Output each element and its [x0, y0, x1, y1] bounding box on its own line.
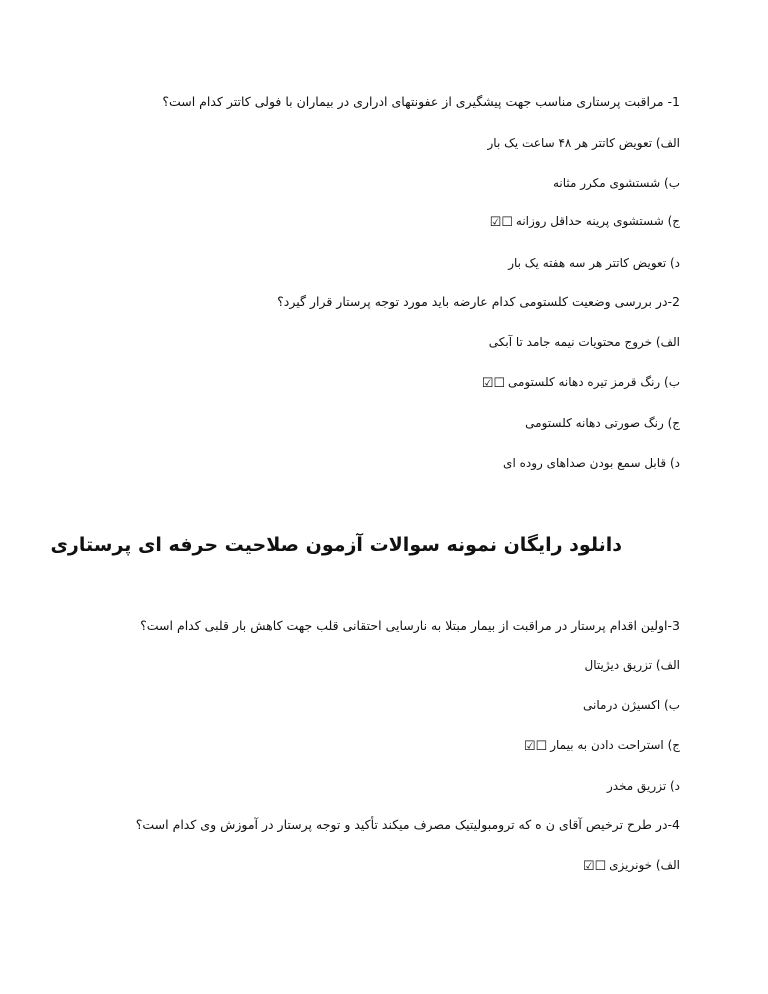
question-3-option-d: د) تزریق مخدر [606, 779, 680, 793]
option-text: ب) رنگ قرمز تیره دهانه کلستومی [508, 375, 680, 389]
question-1-option-b: ب) شستشوی مکرر مثانه [552, 176, 680, 190]
question-3-option-b: ب) اکسیژن درمانی [583, 698, 680, 712]
option-text: الف) خونریزی [609, 858, 680, 872]
checked-box-icon: ☐☑ [481, 376, 506, 391]
question-1-option-c [490, 212, 680, 232]
question-4-option-a [583, 856, 680, 876]
option-text: ج) استراحت دادن به بیمار [550, 738, 680, 752]
question-2-option-b [482, 373, 680, 393]
option-text: ج) شستشوی پرینه حداقل روزانه [515, 214, 680, 228]
question-2-option-a: الف) خروج محتویات نیمه جامد تا آبکی [488, 335, 680, 349]
question-3-option-c [524, 736, 680, 756]
question-1-option-a: الف) تعویض کاتتر هر ۴۸ ساعت یک بار [487, 136, 680, 150]
question-3: 3-اولین اقدام پرستار در مراقبت از بیمار مبتلا به نارسایی احتقانی قلب جهت کاهش بار قلبی کدام است؟ [140, 618, 680, 633]
checked-box-icon: ☐☑ [523, 739, 548, 754]
question-4: 4-در طرح ترخیص آقای ن ه که ترومبولیتیک مصرف میکند تأکید و توجه پرستار در آموزش وی کدام است؟ [135, 817, 680, 832]
question-2: 2-در بررسی وضعیت کلستومی کدام عارضه باید مورد توجه پرستار قرار گیرد؟ [277, 294, 680, 309]
checked-box-icon: ☐☑ [582, 859, 607, 874]
question-2-option-c: ج) رنگ صورتی دهانه کلستومی [525, 416, 680, 430]
section-heading: دانلود رایگان نمونه سوالات آزمون صلاحیت حرفه ای پرستاری [50, 534, 622, 556]
question-2-option-d: د) قابل سمع بودن صداهای روده ای [503, 456, 680, 470]
question-1: 1- مراقبت پرستاری مناسب جهت پیشگیری از عفونتهای ادراری در بیماران با فولی کاتتر کدام است؟ [162, 94, 680, 109]
question-3-option-a: الف) تزریق دیژیتال [584, 658, 680, 672]
question-1-option-d: د) تعویض کاتتر هر سه هفته یک بار [508, 256, 680, 270]
checked-box-icon: ☐☑ [489, 215, 513, 230]
